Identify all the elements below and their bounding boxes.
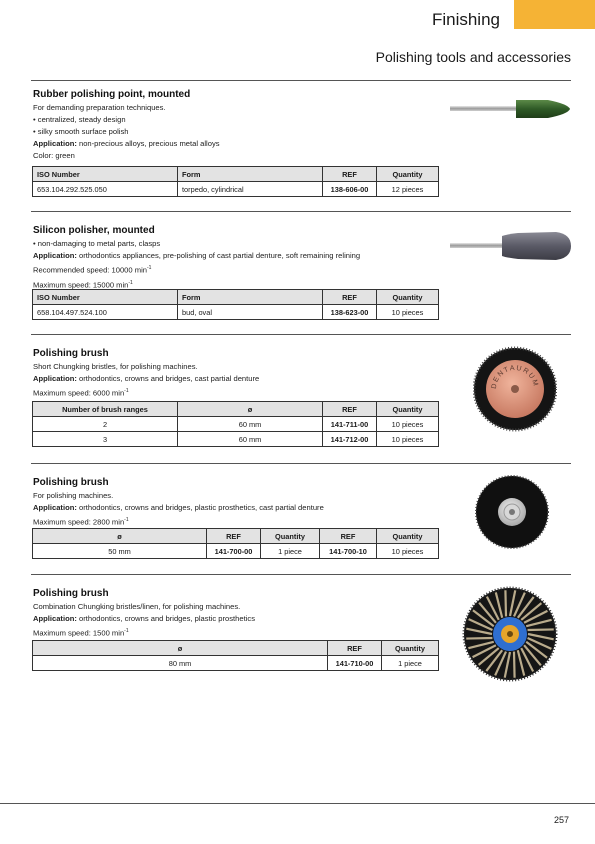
divider [31, 211, 571, 212]
footer-divider [0, 803, 595, 804]
desc-line: Color: green [33, 151, 75, 160]
table-cell: 12 pieces [377, 182, 439, 197]
desc-line: • non-damaging to metal parts, clasps [33, 239, 161, 248]
column-header: ø [33, 529, 207, 544]
table-row [33, 305, 439, 320]
page-subtitle: Polishing tools and accessories [375, 49, 571, 65]
table-header-row [33, 290, 439, 305]
column-header: ø [178, 402, 323, 417]
short-bristle-brush-image [473, 346, 557, 432]
product-table [32, 166, 439, 197]
column-header: ø [33, 641, 328, 656]
divider [31, 463, 571, 464]
page-title: Finishing [431, 10, 500, 29]
column-header: Form [178, 167, 323, 182]
table-cell: 10 pieces [377, 544, 439, 559]
divider [31, 80, 571, 81]
table-cell: 658.104.497.524.100 [33, 305, 178, 320]
table-cell: 141-710-00 [328, 656, 382, 671]
table-header-row [33, 529, 439, 544]
column-header: REF [323, 167, 377, 182]
machine-brush-image [475, 475, 549, 549]
table-cell: torpedo, cylindrical [178, 182, 323, 197]
silicon-polisher-image [448, 228, 572, 264]
table-cell: 10 pieces [377, 305, 439, 320]
page-number: 257 [553, 815, 569, 825]
column-header: Quantity [377, 167, 439, 182]
table-cell: 50 mm [33, 544, 207, 559]
table-cell: 141-712-00 [323, 432, 377, 447]
divider [31, 574, 571, 575]
column-header: REF [323, 290, 377, 305]
application-line: Application: non-precious alloys, precious metal alloys [33, 139, 220, 148]
desc-line: • silky smooth surface polish [33, 127, 129, 136]
speed-line: Maximum speed: 1500 $\min^{-1}$ [33, 628, 129, 638]
column-header: Number of brush ranges [33, 402, 178, 417]
table-header-row [33, 641, 439, 656]
table-cell: 1 piece [261, 544, 320, 559]
column-header: Quantity [377, 290, 439, 305]
product-table [32, 528, 439, 559]
column-header: REF [320, 529, 377, 544]
speed-line: Recommended speed: 10000 $\min^{-1}$ [33, 265, 152, 275]
combination-brush-image [462, 586, 558, 682]
column-header: ISO Number [33, 290, 178, 305]
column-header: REF [207, 529, 261, 544]
table-row [33, 417, 439, 432]
application-line: Application: orthodontics appliances, pre-polishing of cast partial denture, soft remaining relining [33, 251, 361, 260]
column-header: Quantity [377, 529, 439, 544]
section-title: Silicon polisher, mounted [33, 225, 155, 236]
table-cell: 2 [33, 417, 178, 432]
table-row [33, 544, 439, 559]
table-cell: 141-711-00 [323, 417, 377, 432]
table-header-row [33, 167, 439, 182]
table-cell: 138-606-00 [323, 182, 377, 197]
table-cell: 60 mm [178, 417, 323, 432]
product-table [32, 640, 439, 671]
desc-line: Combination Chungking bristles/linen, for polishing machines. [33, 602, 241, 611]
desc-line: • centralized, steady design [33, 115, 126, 124]
speed-line: Maximum speed: 15000 $\min^{-1}$ [33, 279, 133, 290]
table-cell: 1 piece [382, 656, 439, 671]
table-cell: 10 pieces [377, 432, 439, 447]
column-header: Form [178, 290, 323, 305]
section-title: Polishing brush [33, 477, 109, 488]
brush-brand-text: DENTAURUM [490, 364, 540, 390]
application-line: Application: orthodontics, crowns and bridges, plastic prosthetics, cast partial denture [33, 503, 324, 512]
column-header: Quantity [377, 402, 439, 417]
speed-line: Maximum speed: 6000 $\min^{-1}$ [33, 388, 129, 398]
table-cell: 138-623-00 [323, 305, 377, 320]
table-cell: 653.104.292.525.050 [33, 182, 178, 197]
column-header: REF [328, 641, 382, 656]
column-header: Quantity [382, 641, 439, 656]
section-title: Rubber polishing point, mounted [33, 89, 191, 100]
column-header: REF [323, 402, 377, 417]
table-cell: 10 pieces [377, 417, 439, 432]
application-line: Application: orthodontics, crowns and bridges, cast partial denture [33, 374, 260, 383]
table-cell: 80 mm [33, 656, 328, 671]
column-header: Quantity [261, 529, 320, 544]
rubber-polishing-point-image [448, 96, 572, 122]
table-row [33, 182, 439, 197]
table-cell: 3 [33, 432, 178, 447]
desc-line: Short Chungking bristles, for polishing machines. [33, 362, 198, 371]
chapter-tab [514, 0, 595, 29]
speed-line: Maximum speed: 2800 $\min^{-1}$ [33, 517, 129, 527]
table-cell: bud, oval [178, 305, 323, 320]
table-cell: 60 mm [178, 432, 323, 447]
product-table [32, 289, 439, 320]
section-title: Polishing brush [33, 348, 109, 359]
table-header-row [33, 402, 439, 417]
table-row [33, 656, 439, 671]
desc-line: For polishing machines. [33, 491, 114, 500]
product-table [32, 401, 439, 447]
table-cell: 141-700-10 [320, 544, 377, 559]
desc-line: For demanding preparation techniques. [33, 103, 166, 112]
divider [31, 334, 571, 335]
column-header: ISO Number [33, 167, 178, 182]
table-cell: 141-700-00 [207, 544, 261, 559]
section-title: Polishing brush [33, 588, 109, 599]
table-row [33, 432, 439, 447]
application-line: Application: orthodontics, crowns and bridges, plastic prosthetics [33, 614, 255, 623]
